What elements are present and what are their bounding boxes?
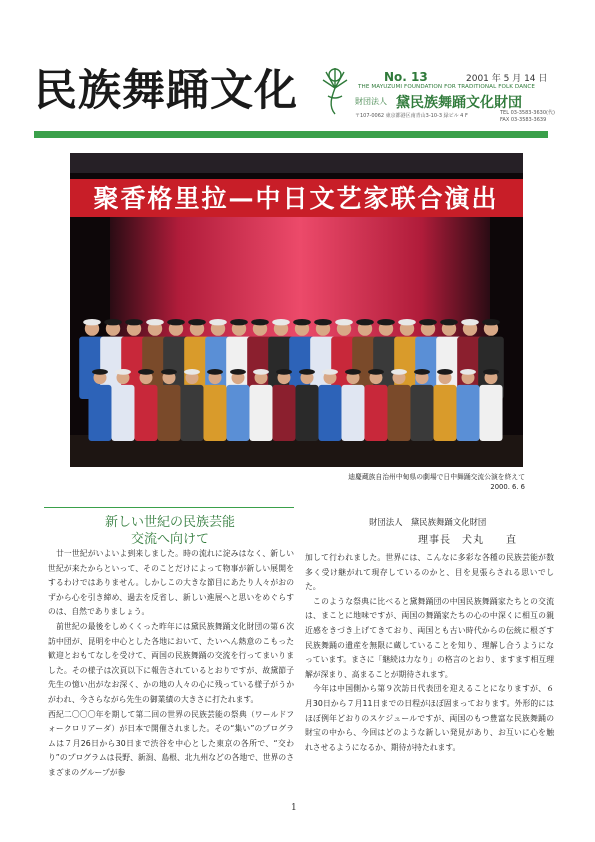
- org-address: 〒107-0062 東京都港区南青山3-10-3 緑ビル 4 F: [355, 113, 468, 119]
- author-name: 理事長 犬丸 直: [418, 535, 517, 546]
- paragraph: 廿一世紀がいよいよ到来しました。時の流れに淀みはなく、新しい世紀が来たからといって、そのことだけによって物事が新しい展開をするわけではありません。しかしこの大きな節目にあたり人々がおのずから心を引き締め、過去を反省し、新しい進展へと思いをめぐらすのは、自然でありましょう。: [48, 549, 294, 617]
- org-name: 黛民族舞踊文化財団: [396, 95, 522, 111]
- caption-date: 2000. 6. 6: [490, 483, 525, 491]
- article-column-1: [48, 547, 294, 781]
- paragraph: 今年は中国側から第９次訪日代表団を迎えることになりますが、６月30日から７月11日までの日程がほぼ固まっております。外形的にはほぼ例年どおりのスケジュールですが、両国のもつ豊富な民族舞踊の財宝の中から、今回はどのような新しい発見があり、お互いに心を触れさせるようになるか、期待が持たれます。: [305, 684, 554, 752]
- paragraph: このような祭典に比べると黛舞踊団の中国民族舞踊家たちとの交流は、まことに地味ですが、両国の舞踊家たちの心の中深くに相互の親近感をきづき上げてきており、両国とも古い時代からの伝統に根ざす民族舞踊の遺産を無限に蔵していることを知り、理解し合うようになっています。まさに「継続は力なり」の格言のとおり、ますます相互理解が深まり、高まることが期待されます。: [305, 596, 554, 679]
- dancers-group: [79, 319, 504, 441]
- issue-number: No. 13: [384, 70, 428, 84]
- foundation-english-name: THE MAYUZUMI FOUNDATION FOR TRADITIONAL FOLK DANCE: [358, 84, 536, 90]
- photo-caption: [300, 472, 525, 492]
- page-number: 1: [291, 803, 297, 813]
- dancer-logo-icon: [318, 66, 352, 118]
- article-column-2: [305, 551, 554, 755]
- issue-date: 2001 年 5 月 14 日: [466, 74, 548, 84]
- banner-text: 聚香格里拉—中日文艺家联合演出: [93, 184, 499, 213]
- article-title-line2: 交流へ向けて: [130, 532, 209, 547]
- newsletter-title: 民族舞踊文化: [34, 66, 298, 116]
- caption-text: 迪慶蔵族自治州中甸県の劇場で日中舞踊交流公演を終えて: [348, 473, 525, 481]
- org-fax: FAX 03-3583-3639: [500, 117, 547, 123]
- org-prefix: 財団法人: [355, 97, 387, 106]
- stage-photo: [70, 153, 523, 467]
- paragraph: 加して行われました。世界には、こんなに多彩な各種の民族芸能が数多く受け継がれて現存しているのかと、目を見張らされる思いでした。: [305, 553, 554, 592]
- paragraph: 前世紀の最後をしめくくった昨年には黛民族舞踊文化財団の第６次訪中団が、昆明を中心とした各地において、たいへん熱意のこもった歓迎とおもてなしを受けて、両国の民族舞踊の交流を行ってまいりました。その様子は次頁以下に報告されているとおりですが、故黛節子先生の憶い出がなお深く、かの地の人々の心に残っている様子がうかがわれ、今さらながら先生の御業績の大きさに打たれます。: [48, 621, 294, 704]
- article-title-line1: 新しい世紀の民族芸能: [104, 515, 235, 530]
- paragraph: 西紀二〇〇〇年を期して第二回の世界の民族芸能の祭典（ワールドフォークロリアーダ）が日本で開催されました。その“集い”のプログラムは７月26日から30日まで渋谷を中心とした東京の各所で、“交わり”のプログラムは長野、新潟、島根、北九州などの各地で、世界のさまざまのグループが参: [48, 709, 294, 777]
- article-title: [60, 514, 280, 548]
- masthead-rule: [34, 131, 548, 138]
- org-tel: TEL 03-3583-3630(代): [500, 110, 555, 116]
- org-contact: [500, 110, 555, 124]
- article-divider: [44, 507, 294, 508]
- author-organization: 財団法人 黛民族舞踊文化財団: [369, 517, 487, 527]
